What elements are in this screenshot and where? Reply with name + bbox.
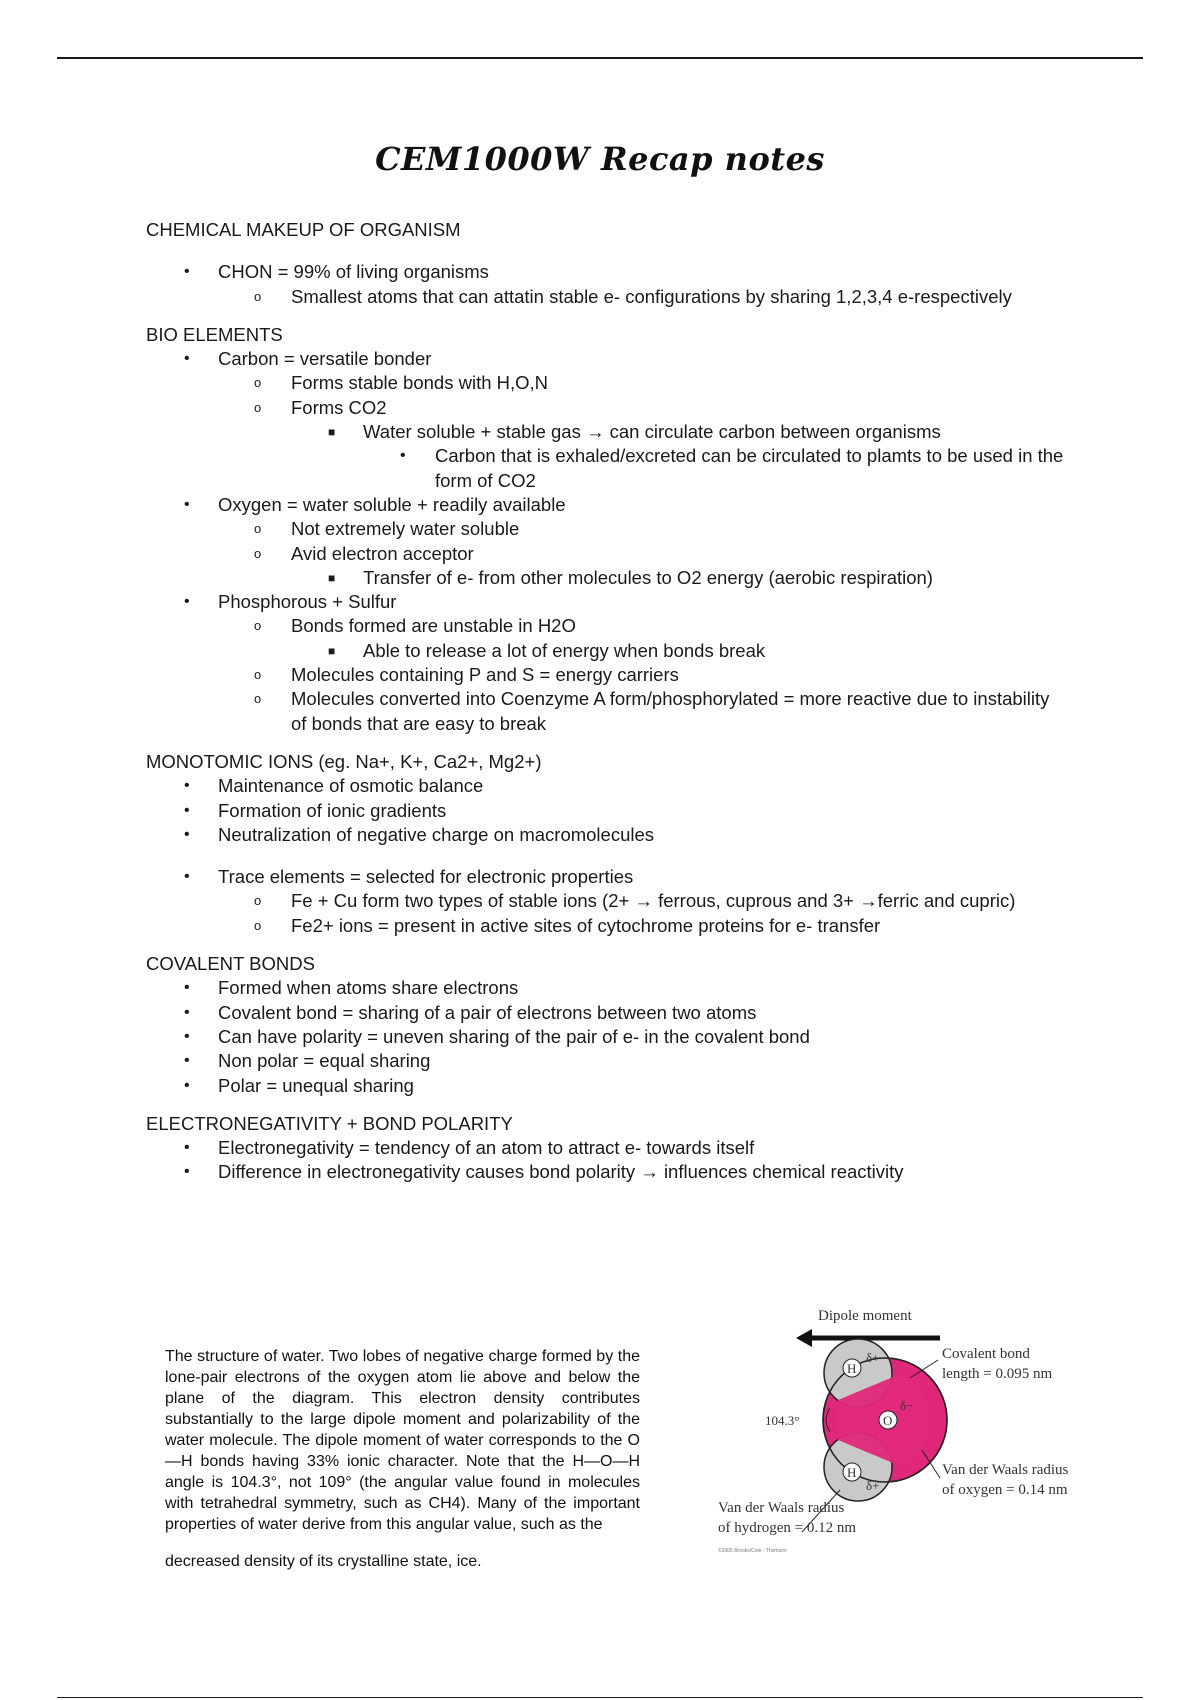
bond-length-label-line2: length = 0.095 nm [942,1366,1053,1382]
top-rule [57,57,1143,59]
section-heading-chemical-makeup: CHEMICAL MAKEUP OF ORGANISM [146,219,461,240]
list-item: o Fe + Cu form two types of stable ions (2+ → ferrous, cuprous and 3+ →ferric and cupric) [254,890,1016,912]
page-title: CEM1000W Recap notes [375,140,825,178]
vdw-hydrogen-label-line2: of hydrogen = 0.12 nm [718,1520,857,1536]
atom-h-top-label: H [847,1361,857,1376]
list-item: o Forms CO2 [254,396,387,418]
list-item: • Formation of ionic gradients [184,799,447,821]
delta-plus-top: δ+ [866,1350,880,1365]
list-item: • Phosphorous + Sulfur [184,591,397,613]
figure-copyright: ©2005 Brooks/Cole - Thomson [718,1548,787,1554]
caption-last-line: decreased density of its crystalline state, ice. [165,1553,482,1570]
section-heading-bio-elements: BIO ELEMENTS [146,323,283,345]
caption-body: The structure of water. Two lobes of negative charge formed by the lone-pair electrons of the oxygen atom lie above and below the plane of the diagram. This electron density contributes substantially to the large dipole moment and polarizability of the water molecule. The dipole moment of water corresponds to the O—H bonds having 33% ionic character. Note that the H—O—H angle is 104.3°, not 109° (the angular value found in molecules with tetrahedral symmetry, such as CH4). Many of the important properties of water derive from this angular value, such as the [165,1348,640,1533]
angle-label: 104.3° [765,1413,800,1428]
notes-body [146,218,1066,1185]
list-item: • Can have polarity = uneven sharing of the pair of e- in the covalent bond [184,1025,810,1047]
vdw-hydrogen-label-line1: Van der Waals radius [718,1500,845,1516]
atom-h-bottom-label: H [847,1465,857,1480]
delta-minus: δ− [900,1398,914,1413]
list-item: • Maintenance of osmotic balance [184,775,484,797]
list-item: o Molecules containing P and S = energy carriers [254,664,679,686]
list-item: • Electronegativity = tendency of an atom to attract e- towards itself [184,1137,755,1159]
list-item: o Not extremely water soluble [254,518,520,540]
list-item: • Neutralization of negative charge on macromolecules [184,823,655,845]
list-item: • Trace elements = selected for electronic properties [184,866,634,888]
list-item: ■ Able to release a lot of energy when bonds break [328,639,766,661]
section-heading-electronegativity: ELECTRONEGATIVITY + BOND POLARITY [146,1112,513,1134]
delta-plus-bottom: δ+ [866,1478,880,1493]
list-item: • Oxygen = water soluble + readily available [184,493,566,515]
figure-caption [165,1346,640,1572]
list-item: • Difference in electronegativity causes bond polarity → influences chemical reactivity [184,1161,904,1183]
list-item: • Carbon that is exhaled/excreted can be circulated to plamts to be used in the form of CO2 [400,445,1064,491]
bottom-rule [57,1697,1143,1698]
list-item: ■ Water soluble + stable gas → can circulate carbon between organisms [328,421,941,443]
list-item: • Non polar = equal sharing [184,1050,431,1072]
list-item: • Covalent bond = sharing of a pair of electrons between two atoms [184,1001,757,1023]
list-item: o Bonds formed are unstable in H2O [254,615,576,637]
water-molecule-diagram [710,1300,1130,1560]
bullet-list [146,976,1066,1097]
list-item: o Forms stable bonds with H,O,N [254,372,549,394]
list-item: o Fe2+ ions = present in active sites of cytochrome proteins for e- transfer [254,914,881,936]
dipole-arrowhead [796,1329,812,1347]
vdw-oxygen-label-line1: Van der Waals radius [942,1462,1069,1478]
bullet-list [146,774,1066,847]
list-item: • CHON = 99% of living organisms [184,261,489,283]
atom-o-label: O [883,1413,893,1428]
list-item: • Polar = unequal sharing [184,1074,414,1096]
list-item: o Molecules converted into Coenzyme A form/phosphorylated = more reactive due to instability of bonds that are easy to break [254,688,1050,734]
section-heading-covalent: COVALENT BONDS [146,953,315,975]
list-item: • Formed when atoms share electrons [184,977,519,999]
water-molecule-figure [710,1300,1130,1560]
list-item: • Carbon = versatile bonder [184,348,432,370]
list-item: o Smallest atoms that can attatin stable e- configurations by sharing 1,2,3,4 e-respectively [254,285,1012,307]
bullet-list [146,260,1066,309]
dipole-label: Dipole moment [818,1308,912,1324]
bond-length-label-line1: Covalent bond [942,1346,1030,1362]
vdw-oxygen-label-line2: of oxygen = 0.14 nm [942,1482,1068,1498]
list-item: ■ Transfer of e- from other molecules to O2 energy (aerobic respiration) [328,566,933,588]
section-heading-ions: MONOTOMIC IONS (eg. Na+, K+, Ca2+, Mg2+) [146,750,542,772]
bullet-list [146,1136,1066,1185]
bullet-list [146,347,1066,736]
bullet-list [146,865,1066,938]
list-item: o Avid electron acceptor [254,542,474,564]
